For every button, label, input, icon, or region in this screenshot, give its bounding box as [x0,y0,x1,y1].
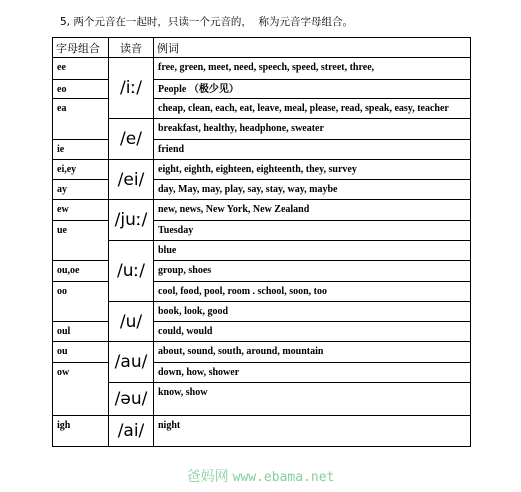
example-words-cell: breakfast, healthy, headphone, sweater [154,119,471,140]
pronunciation-cell: /iː/ [109,58,154,119]
combination-cell: ou,oe [53,261,109,282]
pronunciation-cell: /ei/ [109,160,154,200]
combination-cell: oul [53,322,109,342]
table-header-row [53,38,471,58]
combination-cell: igh [53,416,109,447]
table-row [53,200,471,221]
table-row [53,383,471,416]
combination-cell: oo [53,282,109,322]
table-row [53,416,471,447]
vowel-combination-table [52,37,471,447]
example-words-cell: down, how, shower [154,363,471,383]
example-words-cell: People （极少见） [154,80,471,99]
pronunciation-cell: /e/ [109,119,154,160]
combination-cell: eo [53,80,109,99]
example-words-cell: day, May, may, play, say, stay, way, maybe [154,180,471,200]
pronunciation-cell: /au/ [109,342,154,383]
table-row [53,342,471,363]
combination-cell: ie [53,140,109,160]
example-words-cell: cool, food, pool, room . school, soon, too [154,282,471,302]
example-words-cell: Tuesday [154,221,471,241]
example-words-cell: eight, eighth, eighteen, eighteenth, they, survey [154,160,471,180]
table-row [53,302,471,322]
pronunciation-cell: /u/ [109,302,154,342]
example-words-cell: group, shoes [154,261,471,282]
example-words-cell: new, news, New York, New Zealand [154,200,471,221]
header-combination: 字母组合 [53,38,109,58]
example-words-cell: know, show [154,383,471,416]
watermark-url: www.ebama.net [232,470,335,485]
combination-cell: ee [53,58,109,80]
pronunciation-cell: /juː/ [109,200,154,241]
example-words-cell: book, look, good [154,302,471,322]
table-row [53,119,471,140]
example-words-cell: could, would [154,322,471,342]
table-row [53,241,471,261]
combination-cell: ow [53,363,109,416]
pronunciation-cell: /ai/ [109,416,154,447]
watermark-site-name: 爸妈网 [186,469,229,485]
table-row [53,58,471,80]
combination-cell: ue [53,221,109,261]
example-words-cell: free, green, meet, need, speech, speed, street, three, [154,58,471,80]
header-pronunciation: 读音 [109,38,154,58]
table-row [53,160,471,180]
pronunciation-cell: /əu/ [109,383,154,416]
example-words-cell: friend [154,140,471,160]
watermark [0,468,521,487]
example-words-cell: blue [154,241,471,261]
combination-cell: ea [53,99,109,140]
header-examples: 例词 [154,38,471,58]
page-heading: 5, 两个元音在一起时，只读一个元音的， 称为元音字母组合。 [60,16,354,28]
combination-cell: ei,ey [53,160,109,180]
example-words-cell: about, sound, south, around, mountain [154,342,471,363]
pronunciation-cell: /uː/ [109,241,154,302]
example-words-cell: night [154,416,471,447]
combination-cell: ou [53,342,109,363]
combination-cell: ay [53,180,109,200]
example-words-cell: cheap, clean, each, eat, leave, meal, please, read, speak, easy, teacher [154,99,471,119]
combination-cell: ew [53,200,109,221]
